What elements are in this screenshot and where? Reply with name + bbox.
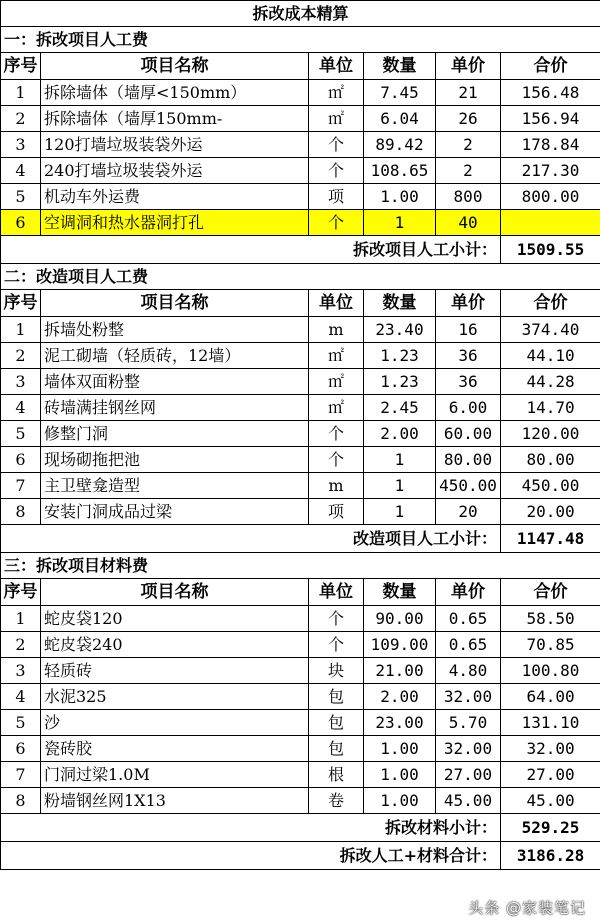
cell-unit: 包 [309,684,364,710]
cell-total: 70.85 [501,632,600,658]
cell-item-name: 粉墙钢丝网1X13 [41,788,309,814]
section-heading-row [1,264,600,290]
cell-unit: ㎡ [309,395,364,421]
cell-unit: m [309,317,364,343]
table-row [1,210,600,236]
cell-quantity: 1 [364,447,436,473]
col-header-name: 项目名称 [41,53,309,80]
cell-unit: ㎡ [309,80,364,106]
grand-total-label: 拆改人工+材料合计： [1,842,501,870]
cell-item-name: 蛇皮袋240 [41,632,309,658]
cell-unit-price: 0.65 [436,606,501,632]
cell-unit-price: 21 [436,80,501,106]
grand-total-row [1,842,600,870]
cell-seq: 8 [1,788,41,814]
cost-sheet-body [1,1,600,870]
cell-item-name: 修整门洞 [41,421,309,447]
cell-unit: 个 [309,447,364,473]
cell-item-name: 现场砌拖把池 [41,447,309,473]
cell-unit: 项 [309,184,364,210]
cell-seq: 2 [1,106,41,132]
column-header-row [1,53,600,80]
cell-unit: 个 [309,132,364,158]
cell-unit: 项 [309,499,364,525]
cell-unit-price: 32.00 [436,684,501,710]
table-row [1,106,600,132]
table-row [1,158,600,184]
col-header-price: 单价 [436,579,501,606]
cell-unit-price: 6.00 [436,395,501,421]
cell-quantity: 1 [364,499,436,525]
cell-total: 80.00 [501,447,600,473]
cell-item-name: 瓷砖胶 [41,736,309,762]
cell-total: 44.28 [501,369,600,395]
cell-total: 800.00 [501,184,600,210]
cell-total: 20.00 [501,499,600,525]
cell-quantity: 1.00 [364,184,436,210]
cell-seq: 2 [1,632,41,658]
cell-unit: 包 [309,736,364,762]
cell-total: 27.00 [501,762,600,788]
col-header-unit: 单位 [309,290,364,317]
table-row [1,421,600,447]
cell-quantity: 89.42 [364,132,436,158]
cell-total: 58.50 [501,606,600,632]
cell-total: 120.00 [501,421,600,447]
table-row [1,343,600,369]
cell-quantity: 2.00 [364,421,436,447]
cell-unit: 块 [309,658,364,684]
table-row [1,606,600,632]
cell-total: 450.00 [501,473,600,499]
cell-seq: 2 [1,343,41,369]
cell-unit-price: 800 [436,184,501,210]
cell-seq: 1 [1,606,41,632]
subtotal-value: 1147.48 [501,525,600,553]
cell-item-name: 安装门洞成品过梁 [41,499,309,525]
cell-unit: 卷 [309,788,364,814]
cell-seq: 5 [1,710,41,736]
cell-unit-price: 5.70 [436,710,501,736]
cell-unit: m [309,473,364,499]
cell-quantity: 1.00 [364,736,436,762]
cell-item-name: 墙体双面粉整 [41,369,309,395]
table-row [1,447,600,473]
table-row [1,369,600,395]
cell-total: 32.00 [501,736,600,762]
subtotal-value: 1509.55 [501,236,600,264]
cell-quantity: 108.65 [364,158,436,184]
cell-item-name: 240打墙垃圾装袋外运 [41,158,309,184]
subtotal-row [1,236,600,264]
cell-unit-price: 26 [436,106,501,132]
subtotal-label: 拆改材料小计： [1,814,501,842]
cell-total: 217.30 [501,158,600,184]
col-header-price: 单价 [436,53,501,80]
table-row [1,762,600,788]
cell-seq: 6 [1,210,41,236]
subtotal-row [1,814,600,842]
cell-unit-price: 2 [436,158,501,184]
cell-quantity: 23.00 [364,710,436,736]
cell-quantity: 90.00 [364,606,436,632]
cell-unit-price: 80.00 [436,447,501,473]
cell-seq: 6 [1,736,41,762]
cell-unit-price: 4.80 [436,658,501,684]
cell-item-name: 120打墙垃圾装袋外运 [41,132,309,158]
cell-unit-price: 45.00 [436,788,501,814]
cell-quantity: 1 [364,210,436,236]
col-header-total: 合价 [501,579,600,606]
col-header-name: 项目名称 [41,579,309,606]
cell-item-name: 主卫壁龛造型 [41,473,309,499]
cell-quantity: 21.00 [364,658,436,684]
cell-total: 374.40 [501,317,600,343]
cell-seq: 4 [1,684,41,710]
cell-unit: ㎡ [309,106,364,132]
col-header-qty: 数量 [364,290,436,317]
cell-seq: 7 [1,473,41,499]
cell-quantity: 2.00 [364,684,436,710]
subtotal-label: 改造项目人工小计： [1,525,501,553]
subtotal-value: 529.25 [501,814,600,842]
col-header-name: 项目名称 [41,290,309,317]
col-header-unit: 单位 [309,53,364,80]
table-row [1,710,600,736]
sheet-title: 拆改成本精算 [1,1,600,27]
cell-unit-price: 2 [436,132,501,158]
cell-unit: 个 [309,158,364,184]
cell-total: 178.84 [501,132,600,158]
cell-item-name: 拆除墙体（墙厚<150mm） [41,80,309,106]
cell-item-name: 水泥325 [41,684,309,710]
cell-total: 156.48 [501,80,600,106]
table-row [1,80,600,106]
subtotal-row [1,525,600,553]
title-row [1,1,600,27]
cell-item-name: 蛇皮袋120 [41,606,309,632]
col-header-total: 合价 [501,53,600,80]
cell-total: 64.00 [501,684,600,710]
table-row [1,395,600,421]
cell-seq: 7 [1,762,41,788]
col-header-seq: 序号 [1,290,41,317]
cell-seq: 4 [1,158,41,184]
table-row [1,658,600,684]
subtotal-label: 拆改项目人工小计： [1,236,501,264]
column-header-row [1,290,600,317]
cell-unit: 个 [309,210,364,236]
cell-quantity: 1.00 [364,762,436,788]
col-header-total: 合价 [501,290,600,317]
cell-quantity: 23.40 [364,317,436,343]
table-row [1,184,600,210]
table-row [1,736,600,762]
table-row [1,684,600,710]
section-heading: 二：改造项目人工费 [1,264,600,290]
table-row [1,317,600,343]
cell-unit: ㎡ [309,369,364,395]
cell-total: 45.00 [501,788,600,814]
cell-quantity: 109.00 [364,632,436,658]
cell-quantity: 1.00 [364,788,436,814]
cell-total: 14.70 [501,395,600,421]
section-heading-row [1,27,600,53]
cell-unit-price: 450.00 [436,473,501,499]
grand-total-value: 3186.28 [501,842,600,870]
cell-item-name: 砖墙满挂钢丝网 [41,395,309,421]
cell-item-name: 拆墙处粉整 [41,317,309,343]
cell-seq: 3 [1,369,41,395]
cell-item-name: 轻质砖 [41,658,309,684]
cell-unit-price: 36 [436,369,501,395]
cell-seq: 1 [1,80,41,106]
cell-total [501,210,600,236]
cell-item-name: 拆除墙体（墙厚150mm- [41,106,309,132]
cell-seq: 3 [1,132,41,158]
col-header-seq: 序号 [1,53,41,80]
column-header-row [1,579,600,606]
table-row [1,788,600,814]
cell-seq: 3 [1,658,41,684]
cell-unit-price: 32.00 [436,736,501,762]
cell-seq: 1 [1,317,41,343]
cell-item-name: 沙 [41,710,309,736]
cell-unit-price: 20 [436,499,501,525]
col-header-price: 单价 [436,290,501,317]
table-row [1,632,600,658]
table-row [1,473,600,499]
cell-total: 44.10 [501,343,600,369]
cell-seq: 6 [1,447,41,473]
cell-unit-price: 16 [436,317,501,343]
cell-seq: 8 [1,499,41,525]
cell-unit-price: 40 [436,210,501,236]
cell-total: 156.94 [501,106,600,132]
cell-unit-price: 27.00 [436,762,501,788]
cell-total: 131.10 [501,710,600,736]
cell-unit: 个 [309,606,364,632]
cell-item-name: 机动车外运费 [41,184,309,210]
cell-unit: 个 [309,632,364,658]
cell-unit-price: 0.65 [436,632,501,658]
col-header-seq: 序号 [1,579,41,606]
cell-item-name: 泥工砌墙（轻质砖，12墙） [41,343,309,369]
cell-seq: 5 [1,184,41,210]
cell-quantity: 6.04 [364,106,436,132]
cell-total: 100.80 [501,658,600,684]
cell-quantity: 1 [364,473,436,499]
section-heading-row [1,553,600,579]
cell-unit: 包 [309,710,364,736]
col-header-qty: 数量 [364,53,436,80]
cell-quantity: 2.45 [364,395,436,421]
cell-unit-price: 36 [436,343,501,369]
cell-unit: 根 [309,762,364,788]
cell-quantity: 1.23 [364,369,436,395]
section-heading: 三：拆改项目材料费 [1,553,600,579]
cell-quantity: 1.23 [364,343,436,369]
watermark: 头条 @家装笔记 [468,899,586,917]
cell-unit-price: 60.00 [436,421,501,447]
col-header-qty: 数量 [364,579,436,606]
cell-item-name: 空调洞和热水器洞打孔 [41,210,309,236]
cell-item-name: 门洞过梁1.0M [41,762,309,788]
section-heading: 一：拆改项目人工费 [1,27,600,53]
table-row [1,499,600,525]
cell-unit: ㎡ [309,343,364,369]
cell-seq: 5 [1,421,41,447]
cell-seq: 4 [1,395,41,421]
cell-unit: 个 [309,421,364,447]
cell-quantity: 7.45 [364,80,436,106]
table-row [1,132,600,158]
col-header-unit: 单位 [309,579,364,606]
